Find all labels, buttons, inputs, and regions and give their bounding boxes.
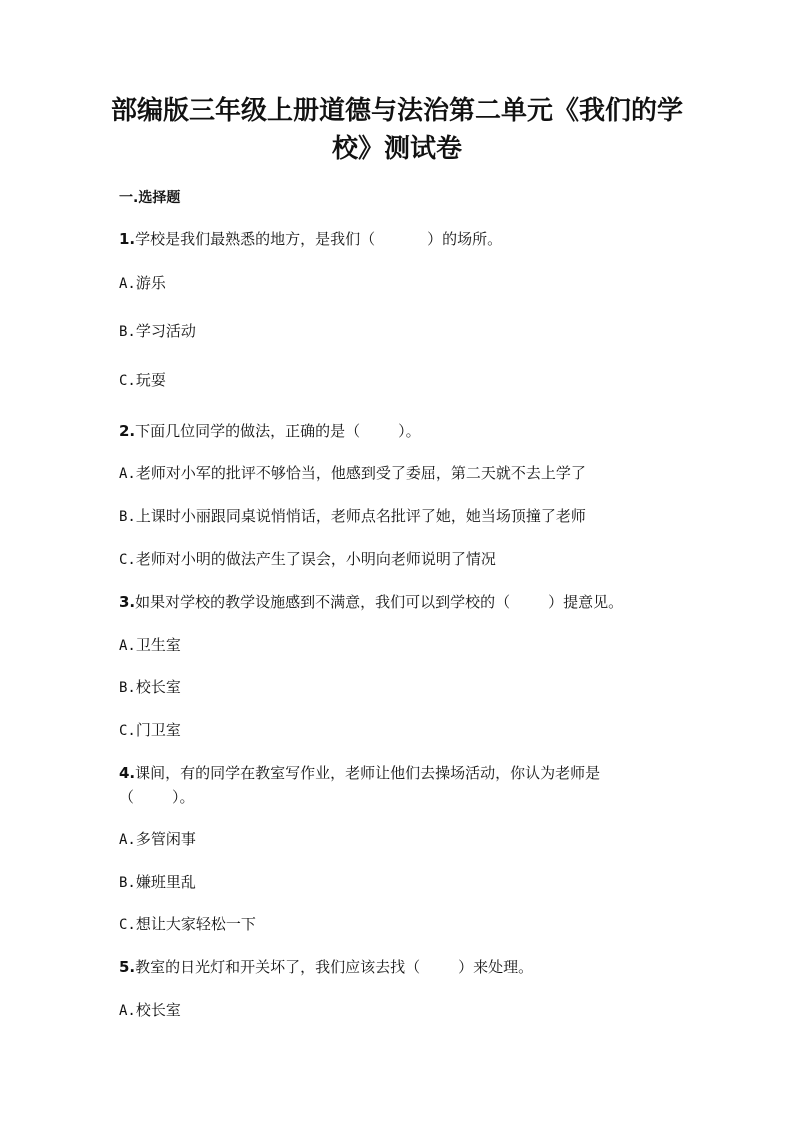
question-number: 1. xyxy=(119,230,136,248)
option-letter: A. xyxy=(119,466,136,482)
question-3 xyxy=(119,592,623,612)
option-3c xyxy=(119,720,181,741)
option-text: 玩耍 xyxy=(135,371,166,389)
option-letter: B. xyxy=(119,509,136,525)
option-text: 嫌班里乱 xyxy=(135,873,196,891)
option-letter: A. xyxy=(119,638,136,654)
question-text-end: ）提意见。 xyxy=(548,593,624,611)
option-1b xyxy=(119,321,196,342)
option-2a xyxy=(119,463,586,484)
option-2b xyxy=(119,506,586,527)
question-text-end: ）。 xyxy=(398,422,421,440)
page-title-line-1: 部编版三年级上册道德与法治第二单元《我们的学 xyxy=(110,96,683,126)
option-3b xyxy=(119,677,181,698)
question-text-end: ）的场所。 xyxy=(427,230,503,248)
option-text: 学习活动 xyxy=(135,322,196,340)
option-letter: C. xyxy=(119,917,136,933)
question-1 xyxy=(119,229,502,249)
option-text: 多管闲事 xyxy=(135,830,196,848)
option-letter: A. xyxy=(119,276,136,292)
option-letter: C. xyxy=(119,723,136,739)
option-text: 校长室 xyxy=(135,1001,181,1019)
option-letter: A. xyxy=(119,832,136,848)
option-text: 上课时小丽跟同桌说悄悄话，老师点名批评了她，她当场顶撞了老师 xyxy=(135,507,586,525)
question-text-end: ）。 xyxy=(172,788,195,806)
question-text: 学校是我们最熟悉的地方，是我们（ xyxy=(135,230,376,248)
option-text: 老师对小军的批评不够恰当，他感到受了委屈，第二天就不去上学了 xyxy=(135,464,586,482)
option-4a xyxy=(119,829,196,850)
question-number: 5. xyxy=(119,958,136,976)
question-4-continued xyxy=(119,787,195,807)
option-text: 游乐 xyxy=(135,274,166,292)
option-letter: C. xyxy=(119,373,136,389)
option-1c xyxy=(119,370,166,391)
section-heading: 一.选择题 xyxy=(119,190,181,206)
question-number: 3. xyxy=(119,593,136,611)
option-text: 校长室 xyxy=(135,678,181,696)
question-number: 4. xyxy=(119,764,136,782)
question-text: 教室的日光灯和开关坏了，我们应该去找（ xyxy=(135,958,421,976)
option-text: 老师对小明的做法产生了误会，小明向老师说明了情况 xyxy=(135,550,496,568)
option-letter: C. xyxy=(119,552,136,568)
option-letter: A. xyxy=(119,1003,136,1019)
question-2 xyxy=(119,421,421,441)
question-text: 下面几位同学的做法，正确的是（ xyxy=(135,422,361,440)
option-4c xyxy=(119,914,256,935)
question-text: 如果对学校的教学设施感到不满意，我们可以到学校的（ xyxy=(135,593,511,611)
option-3a xyxy=(119,635,181,656)
option-1a xyxy=(119,273,166,294)
option-letter: B. xyxy=(119,680,136,696)
option-text: 想让大家轻松一下 xyxy=(135,915,256,933)
question-4 xyxy=(119,763,600,783)
option-letter: B. xyxy=(119,324,136,340)
question-text-end: ）来处理。 xyxy=(458,958,534,976)
option-text: 卫生室 xyxy=(135,636,181,654)
question-number: 2. xyxy=(119,422,136,440)
option-text: 门卫室 xyxy=(135,721,181,739)
page-title-line-2: 校》测试卷 xyxy=(331,134,462,164)
option-4b xyxy=(119,872,196,893)
question-5 xyxy=(119,957,533,977)
question-text: （ xyxy=(119,788,135,806)
option-5a xyxy=(119,1000,181,1021)
option-letter: B. xyxy=(119,875,136,891)
option-2c xyxy=(119,549,496,570)
question-text: 课间，有的同学在教室写作业，老师让他们去操场活动，你认为老师是 xyxy=(135,764,601,782)
